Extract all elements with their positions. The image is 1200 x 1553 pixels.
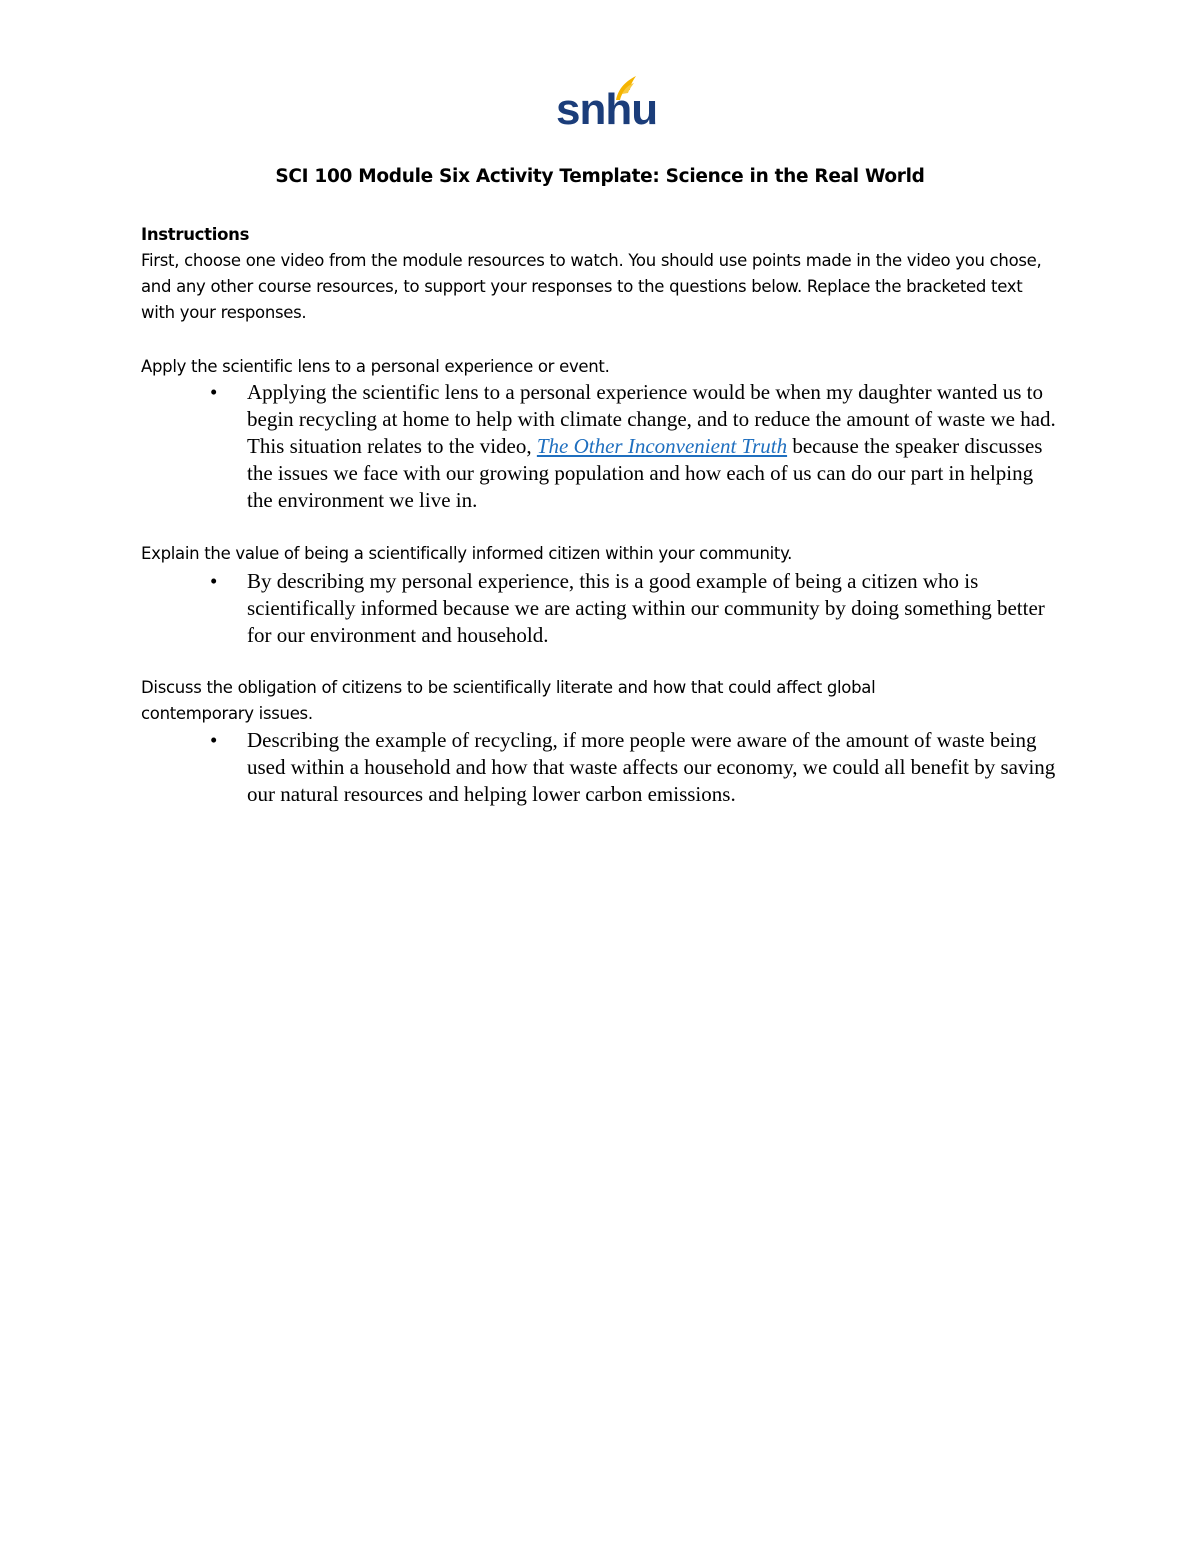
question-2-answer: By describing my personal experience, this is a good example of being a citizen who is scientifically informed because we are acting within our community by doing something better for our environment and household. (247, 569, 1045, 647)
question-1-prompt: Apply the scientific lens to a personal experience or event. (141, 357, 610, 376)
bullet-icon: • (210, 569, 218, 593)
logo-wordmark: snhu (556, 85, 658, 134)
video-link[interactable]: The Other Inconvenient Truth (536, 434, 788, 458)
answer-1-text-start: Applying the scientific lens to a personal experience would be when my daughter wanted us to begin recycling at home to help with climate change, and to reduce the amount of waste we had. This situation relates to the video, (247, 380, 1056, 458)
question-1-answer-item (210, 379, 1060, 519)
instructions-heading: Instructions (141, 225, 250, 244)
question-2-prompt: Explain the value of being a scientifically informed citizen within your community. (141, 544, 793, 563)
snhu-logo (556, 74, 658, 134)
question-3-prompt: Discuss the obligation of citizens to be scientifically literate and how that could affect global contemporary issues. (141, 678, 876, 723)
instructions-body: First, choose one video from the module resources to watch. You should use points made in the video you chose, and any other course resources, to support your responses to the questions below. Replace the bracketed text with your responses. (141, 251, 1042, 322)
question-3-answer: Describing the example of recycling, if more people were aware of the amount of waste being used within a household and how that waste affects our economy, we could all benefit by saving our natural resources and helping lower carbon emissions. (247, 728, 1056, 806)
bullet-icon: • (210, 728, 218, 752)
answer-1-text-end: because the speaker discusses the issues we face with our growing population and how each of us can do our part in helping the environment we live in. (247, 434, 1043, 512)
question-3-answer-item (210, 727, 1060, 811)
page-title: SCI 100 Module Six Activity Template: Science in the Real World (275, 166, 925, 187)
question-2-answer-item (210, 568, 1060, 652)
bullet-icon: • (210, 380, 218, 404)
question-1-answer (247, 379, 1057, 514)
